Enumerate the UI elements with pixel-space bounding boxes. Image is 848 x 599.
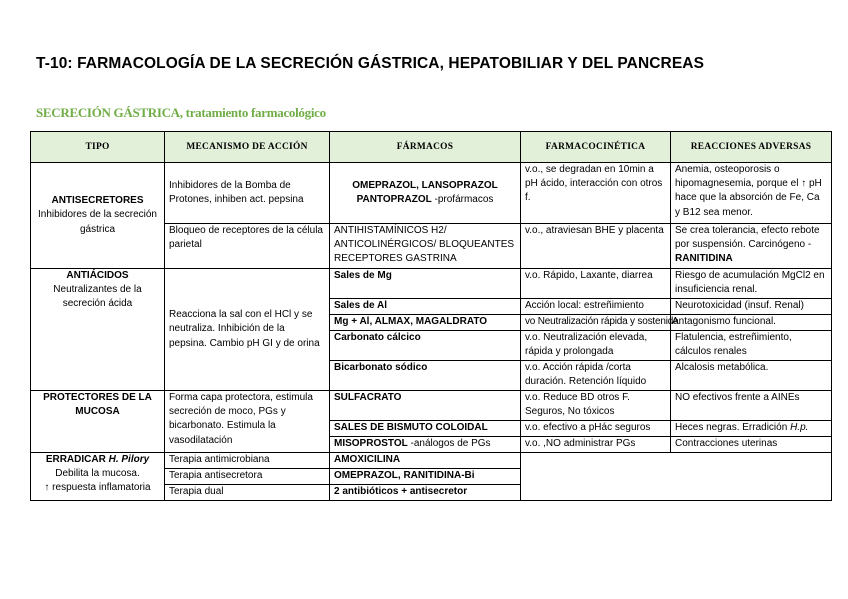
- tipo-label: ANTISECRETORES: [51, 195, 144, 207]
- farmacos-cell: [330, 163, 521, 224]
- header-farmacocinetica: FARMACOCINÉTICA: [521, 132, 671, 163]
- tipo-label: ERRADICAR: [45, 454, 109, 465]
- farmacos-cell: 2 antibióticos + antisecretor: [330, 485, 521, 501]
- tipo-description: Inhibidores de la secreción gástrica: [38, 209, 157, 235]
- reacciones-cell: Flatulencia, estreñimiento, cálculos renales: [671, 331, 832, 361]
- farmacocinetica-cell: v.o. Neutralización elevada, rápida y prolongada: [521, 331, 671, 361]
- farmacocinetica-cell: v.o., atraviesan BHE y placenta: [521, 224, 671, 269]
- reacciones-cell: Neurotoxicidad (insuf. Renal): [671, 299, 832, 315]
- reacciones-cell: [671, 224, 832, 269]
- empty-cell: [521, 453, 832, 501]
- reacciones-text: Heces negras. Erradición: [675, 422, 791, 434]
- tipo-description: respuesta inflamatoria: [49, 482, 151, 494]
- reacciones-cell: [671, 391, 832, 421]
- tipo-label: ANTIÁCIDOS: [66, 270, 129, 281]
- reacciones-cell: [671, 437, 832, 453]
- farmaco-note: -análogos de PGs: [407, 438, 491, 450]
- header-farmacos: FÁRMACOS: [330, 132, 521, 163]
- tipo-label-italic: H. Pilory: [108, 454, 150, 465]
- tipo-description: Neutralizantes de la secreción ácida: [53, 284, 142, 310]
- farmacos-cell: Bicarbonato sódico: [330, 361, 521, 391]
- farmacocinetica-cell: vo Neutralización rápida y sostenida: [521, 315, 671, 331]
- reacciones-italic: H.p.: [790, 422, 809, 434]
- farmacos-cell: Carbonato cálcico: [330, 331, 521, 361]
- farmacos-cell: AMOXICILINA: [330, 453, 521, 469]
- header-mecanismo: MECANISMO DE ACCIÓN: [165, 132, 330, 163]
- farmaco-name: MISOPROSTOL: [334, 438, 408, 450]
- table-row: [31, 453, 832, 469]
- arrow-up-icon: ↑: [801, 178, 807, 190]
- farmacos-cell: Sales de Mg: [330, 269, 521, 299]
- farmacocinetica-cell: v.o. Acción rápida /corta duración. Retención líquido: [521, 361, 671, 391]
- reacciones-text: pH hace que la absorción de Fe, Ca y B12 sea menor.: [675, 178, 822, 218]
- tipo-antisecretores: [31, 163, 165, 269]
- page-title: T-10: FARMACOLOGÍA DE LA SECRECIÓN GÁSTRICA, HEPATOBILIAR Y DEL PANCREAS: [36, 55, 705, 72]
- farmacocinetica-cell: v.o. Rápido, Laxante, diarrea: [521, 269, 671, 299]
- farmacos-cell: SULFACRATO: [330, 391, 521, 421]
- farmacos-cell: Mg + Al, ALMAX, MAGALDRATO: [330, 315, 521, 331]
- reacciones-cell: Antagonismo funcional.: [671, 315, 832, 331]
- farmaco-note: -profármacos: [431, 194, 494, 205]
- header-tipo: TIPO: [31, 132, 165, 163]
- header-reacciones: REACCIONES ADVERSAS: [671, 132, 832, 163]
- terapia-cell: Terapia dual: [165, 485, 330, 501]
- terapia-cell: Terapia antisecretora: [165, 469, 330, 485]
- arrow-up-icon: ↑: [44, 482, 50, 494]
- terapia-cell: Terapia antimicrobiana: [165, 453, 330, 469]
- reacciones-cell: [671, 421, 832, 437]
- farmacos-cell: SALES DE BISMUTO COLOIDAL: [330, 421, 521, 437]
- table-row: [31, 391, 832, 421]
- tipo-description: Debilita la mucosa.: [55, 468, 140, 480]
- mecanismo-cell: Reacciona la sal con el HCl y se neutraliza. Inhibición de la pepsina. Cambio pH GI y de orina: [165, 269, 330, 391]
- mecanismo-cell: Bloqueo de receptores de la célula parietal: [165, 224, 330, 269]
- reacciones-text: NO efectivos frente a AINEs: [675, 392, 800, 403]
- farmaco-name: RANITIDINA: [675, 253, 733, 265]
- reacciones-text: Anemia, osteoporosis o hipomagnesemia, porque el: [675, 164, 799, 190]
- farmacocinetica-cell: v.o., se degradan en 10min a pH ácido, interacción con otros f.: [521, 163, 671, 224]
- farmacos-cell: [330, 437, 521, 453]
- farmacocinetica-cell: Acción local: estreñimiento: [521, 299, 671, 315]
- farmaco-name: OMEPRAZOL, LANSOPRAZOL: [352, 179, 498, 191]
- farmacos-cell: OMEPRAZOL, RANITIDINA-Bi: [330, 469, 521, 485]
- table-row: [31, 163, 832, 224]
- reacciones-cell: [671, 163, 832, 224]
- mecanismo-cell: Forma capa protectora, estimula secreción de moco, PGs y bicarbonato. Estimula la vasodilatación: [165, 391, 330, 453]
- farmacocinetica-cell: v.o. efectivo a pHác seguros: [521, 421, 671, 437]
- tipo-protectores: PROTECTORES DE LA MUCOSA: [31, 391, 165, 453]
- header-row: [31, 132, 832, 163]
- pharmacology-table: [30, 131, 832, 501]
- farmacocinetica-cell: v.o. Reduce BD otros F. Seguros, No tóxicos: [521, 391, 671, 421]
- reacciones-cell: Alcalosis metabólica.: [671, 361, 832, 391]
- reacciones-text: Se crea tolerancia, efecto rebote por suspensión. Carcinógeno -: [675, 225, 820, 251]
- farmacos-cell: Sales de Al: [330, 299, 521, 315]
- tipo-erradicar: [31, 453, 165, 501]
- table-row: [31, 269, 832, 299]
- mecanismo-cell: Inhibidores de la Bomba de Protones, inhiben act. pepsina: [165, 163, 330, 224]
- reacciones-cell: Riesgo de acumulación MgCl2 en insuficiencia renal.: [671, 269, 832, 299]
- farmacos-cell: ANTIHISTAMÍNICOS H2/ ANTICOLINÉRGICOS/ BLOQUEANTES RECEPTORES GASTRINA: [330, 224, 521, 269]
- farmacocinetica-cell: v.o. ,NO administrar PGs: [521, 437, 671, 453]
- farmaco-name: PANTOPRAZOL: [356, 194, 432, 205]
- tipo-antiacidos: [31, 269, 165, 391]
- reacciones-text: Contracciones uterinas: [675, 438, 778, 450]
- section-subtitle: SECRECIÓN GÁSTRICA, tratamiento farmacológico: [36, 105, 326, 120]
